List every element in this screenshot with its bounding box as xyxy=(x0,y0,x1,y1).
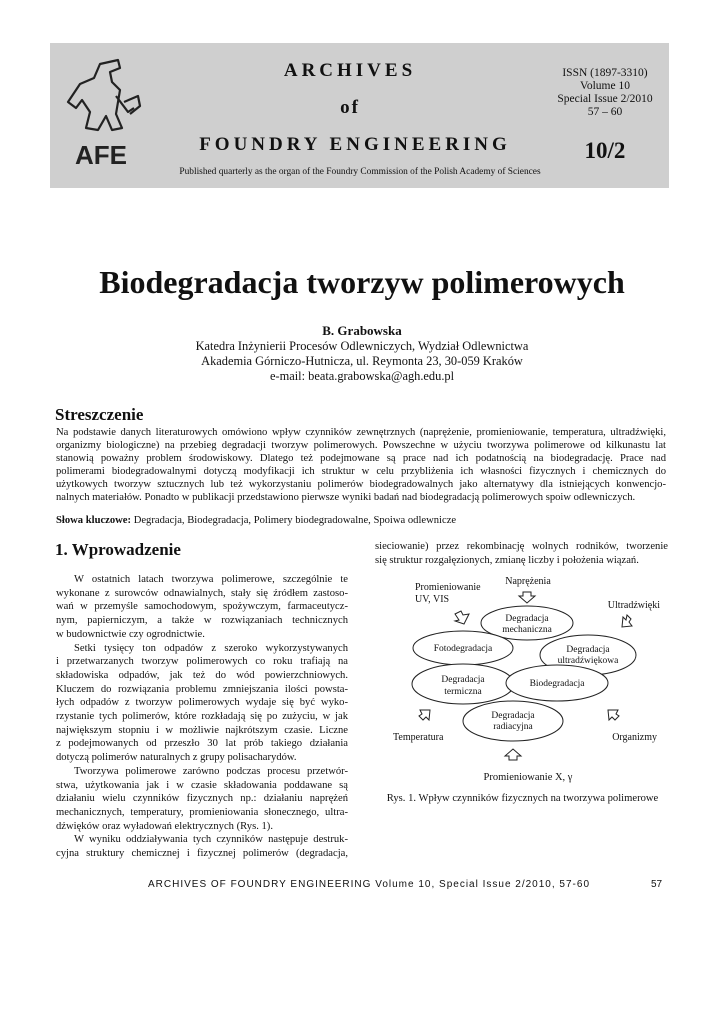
body-line: Tworzywa polimerowe zarówno podczas procesu przetwór- xyxy=(74,765,348,777)
body-line: nym, papierniczym, a także w rozwiązaniach technicznych xyxy=(56,615,348,627)
body-line: się struktur rozgałęzionych, zmianę liczby i położenia wiązań. xyxy=(375,554,639,566)
text-degr-mech: Degradacja xyxy=(505,614,549,624)
arrow-down-naprezenia xyxy=(519,592,535,603)
ellipse-degradacja-radiacyjna xyxy=(463,701,563,741)
body-line: łych odpadów z tworzyw polimerowych wydaje się być wyko- xyxy=(56,697,348,709)
abstract-line: nalnych materiałów. Ponadto w publikacji przedstawiono pierwsze wyniki badań nad biodegradacją polimerowych spoiw odlewniczych. xyxy=(56,492,636,503)
text-degr-rad: Degradacja xyxy=(491,711,535,721)
affiliation-line: Akademia Górniczo-Hutnicza, ul. Reymonta 23, 30-059 Kraków xyxy=(201,354,523,368)
body-line: W ostatnich latach tworzywa polimerowe, szczególnie te xyxy=(74,574,348,585)
arrow-temperatura xyxy=(419,710,430,720)
footer-journal: ARCHIVES OF FOUNDRY ENGINEERING Volume 10, Special Issue 2/2010, 57-60 xyxy=(148,879,591,890)
label-organizmy: Organizmy xyxy=(612,732,657,743)
arrow-promieniowanie xyxy=(455,611,469,624)
body-line: Kluczem do rozwiązania problemu zmniejszania ilości powsta- xyxy=(56,683,348,695)
body-line: Setki tysięcy ton odpadów z szeroko wykorzystywanych xyxy=(74,642,348,654)
figure-caption: Rys. 1. Wpływ czynników fizycznych na tworzywa polimerowe xyxy=(386,793,659,804)
body-line: i przetwarzanych tworzyw polimerowych co roku trafiają na xyxy=(56,656,348,668)
body-line: wań w przemyśle samochodowym, spożywczym, farmaceutycz- xyxy=(56,601,348,613)
body-line: największym stopniu i w możliwie najkrótszym czasie. Liczne xyxy=(56,724,348,736)
special-issue: Special Issue 2/2010 xyxy=(557,93,653,105)
article-title: Biodegradacja tworzyw polimerowych xyxy=(99,264,625,300)
label-promieniowanie-x: Promieniowanie X, γ xyxy=(483,772,573,783)
label-naprezenia: Naprężenia xyxy=(505,576,551,587)
body-line: wykonane z surowców odnawialnych, stały się źródłem zastoso- xyxy=(56,587,348,599)
body-line: sieciowanie) przez rekombinację wolnych rodników, tworzenie xyxy=(375,541,668,552)
body-line: W wyniku oddziaływania tych czynników następuje destruk- xyxy=(74,834,348,846)
arrow-ultradzwieki xyxy=(622,615,632,627)
abstract-line: użytkowych tworzyw sztucznych lub też wykorzystaniu polimerów biodegradowalnych jako alternatywy dla istniejących konwencjo- xyxy=(56,479,666,490)
body-line: składowiska odpadów, jak też do wód powierzchniowych. xyxy=(56,669,348,681)
label-temperatura: Temperatura xyxy=(393,732,444,743)
body-line: cyjna struktury chemicznej i fizycznej polimerów (degradacja, xyxy=(56,848,348,859)
issue-number: 10/2 xyxy=(584,138,626,163)
body-line: dźwięków oraz wyładowań elektrycznych (Rys. 1). xyxy=(56,820,273,832)
label-promieniowanie: Promieniowanie xyxy=(415,582,481,593)
body-line: rzystanie tych polimerów, które rozkładają się po zużyciu, w jak xyxy=(56,711,348,722)
body-line: mechanicznych, temperatury, promieniowania słonecznego, ultra- xyxy=(56,806,348,818)
abstract-line: stanowią poważny problem środowiskowy. Dlatego też podejmowane są prace nad ich podatnością na biodegradację. Prace nad xyxy=(56,453,666,464)
issn: ISSN (1897-3310) xyxy=(562,67,648,79)
keywords xyxy=(56,515,666,526)
abstract-line: Na podstawie danych literaturowych omówiono wpływ czynników zewnętrznych (naprężenie, promieniowanie, temperatura, ultradźwięki, xyxy=(56,427,666,438)
body-line: stwa, użytkowania jak i w czasie składowania poddawane są xyxy=(56,779,348,791)
label-uv-vis: UV, VIS xyxy=(415,594,450,605)
body-line: działaniu wielu czynników fizycznych np.: działaniu naprężeń xyxy=(56,793,348,805)
text-degr-ultra-2: ultradźwiękowa xyxy=(557,656,619,666)
text-degr-ultra: Degradacja xyxy=(566,645,610,655)
body-line: z podejmowanych od przeszło 30 lat prób takiego działania xyxy=(56,738,348,750)
figure-diagram xyxy=(375,570,670,790)
body-line: dotyczą polimerów naturalnych z grupy polisacharydów. xyxy=(56,752,297,764)
journal-title-foundry: FOUNDRY ENGINEERING xyxy=(199,134,511,155)
text-degr-term: Degradacja xyxy=(441,675,485,685)
volume: Volume 10 xyxy=(580,80,630,92)
journal-title-archives: ARCHIVES xyxy=(283,60,417,81)
keywords-text: Degradacja, Biodegradacja, Polimery biodegradowalne, Spoiwa odlewnicze xyxy=(133,515,457,526)
text-degr-term-2: termiczna xyxy=(444,687,482,697)
body-line: w budownictwie czy ogrodnictwie. xyxy=(56,628,205,640)
abstract-heading: Streszczenie xyxy=(55,405,144,424)
published-note: Published quarterly as the organ of the Foundry Commission of the Polish Academy of Sciences xyxy=(179,167,541,177)
text-degr-rad-2: radiacyjna xyxy=(493,722,533,732)
page-number: 57 xyxy=(651,879,663,890)
affiliation-line: Katedra Inżynierii Procesów Odlewniczych, Wydział Odlewnictwa xyxy=(195,339,529,353)
author: B. Grabowska xyxy=(322,323,402,338)
section-heading: 1. Wprowadzenie xyxy=(55,540,181,559)
author-email: e-mail: beata.grabowska@agh.edu.pl xyxy=(269,369,455,383)
abstract-line: polimerami biodegradowalnymi dotyczą modyfikacji ich struktur w celu przybliżenia ich własności fizycznych i chemicznych do xyxy=(56,466,666,477)
afe-logo-text: AFE xyxy=(75,140,127,170)
text-biodegradacja: Biodegradacja xyxy=(529,679,585,689)
arrow-up-promieniowanie-x xyxy=(505,749,521,760)
page-range: 57 – 60 xyxy=(587,106,623,118)
arrow-organizmy xyxy=(608,710,619,720)
text-degr-mech-2: mechaniczna xyxy=(502,625,552,635)
keywords-label: Słowa kluczowe: xyxy=(56,515,132,526)
journal-title-of: of xyxy=(340,97,360,118)
abstract-line: organizmy biologiczne) na przebieg degradacji tworzyw polimerowych. Powszechne w użyciu tworzywa polimerowe od kilkunastu lat xyxy=(56,440,666,451)
text-fotodegradacja: Fotodegradacja xyxy=(433,644,493,654)
afe-logo xyxy=(60,56,142,174)
label-ultradzwieki: Ultradźwięki xyxy=(607,600,660,611)
